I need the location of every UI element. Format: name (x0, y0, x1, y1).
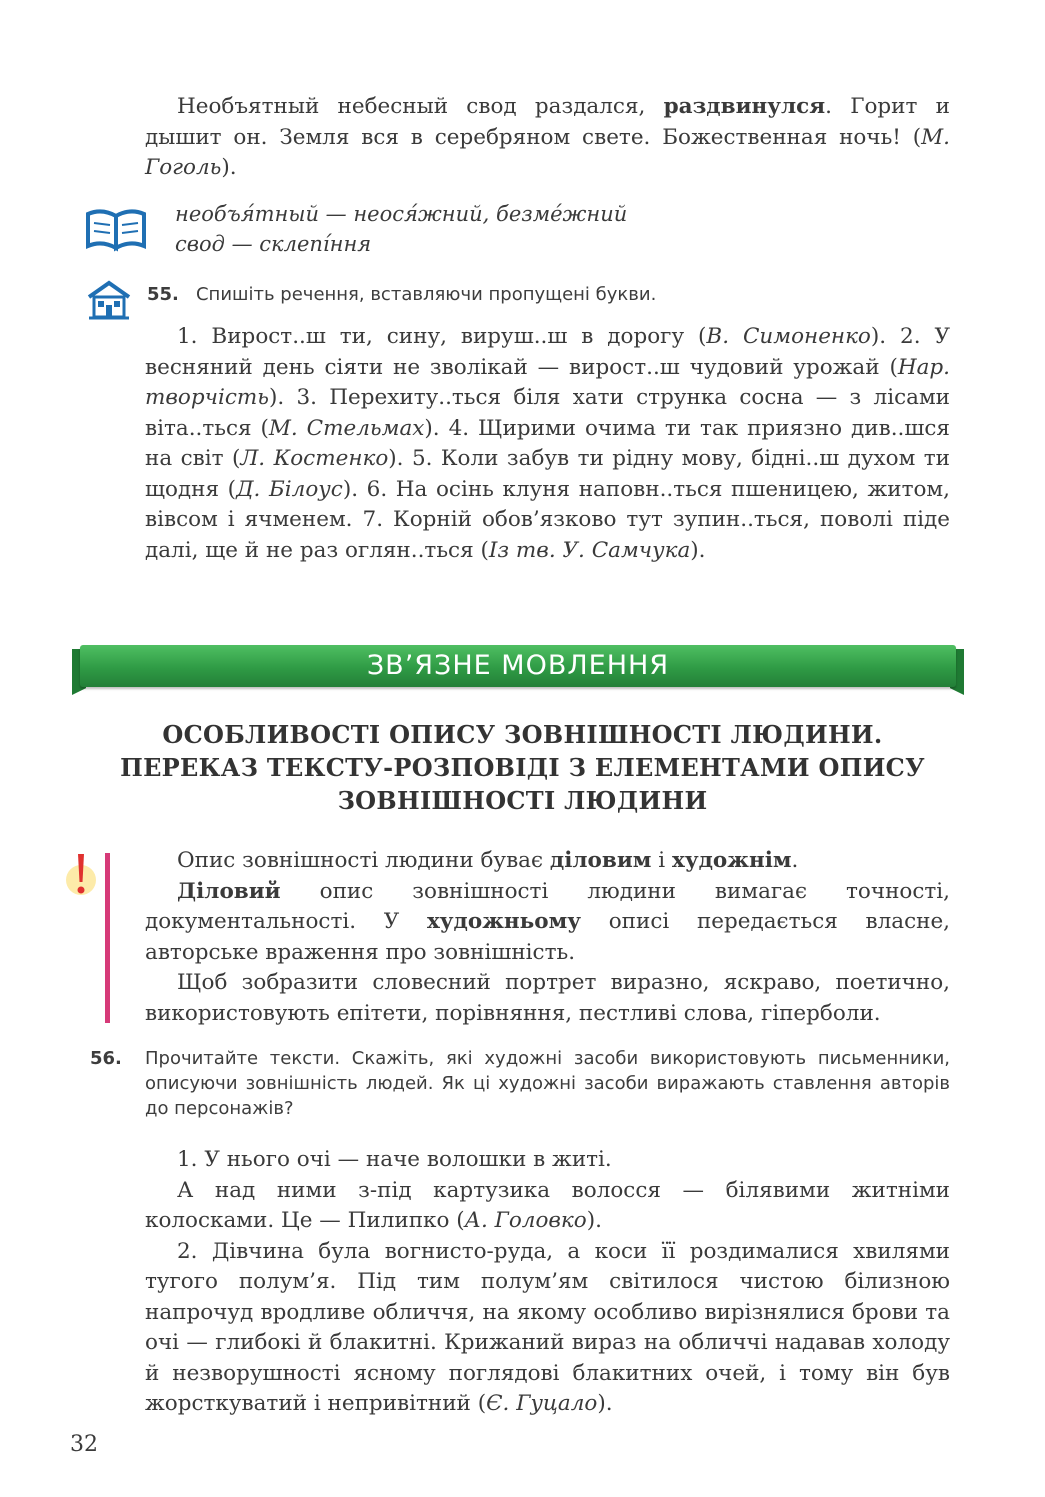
rule-bold: діловим (549, 848, 652, 873)
sentence-text: 7. Корній обов’язково тут зупин..ться, поволі піде далі, ще й не раз оглян..ться ( (145, 507, 950, 563)
task-number: 56. (90, 1048, 122, 1069)
rule-text: . (791, 848, 799, 873)
quote-text-2: . Горит и дышит он. Земля вся в серебряном свете. Божественная ночь! ( (145, 94, 950, 150)
task-number: 55. (147, 284, 179, 305)
rule-bar (105, 853, 110, 1023)
exercise-author: Є. Гуцало (486, 1391, 598, 1416)
lesson-heading (100, 718, 945, 817)
rule-bold: художнім (672, 848, 792, 873)
exercise-text: А над ними з-під картузика волосся — білявими житніми колосками. Це — Пилипко ( (145, 1177, 950, 1233)
quote-author: М. Гоголь (145, 124, 950, 180)
exercise-text: ). (597, 1391, 613, 1416)
rule-paragraph-2 (145, 877, 950, 969)
task-text: Прочитайте тексти. Скажіть, які художні засоби використовують письменники, описуючи зовнішність людей. Як ці художні засоби виражають ставлення авторів до персонажів? (145, 1048, 950, 1119)
sentence-end: ). (870, 324, 901, 349)
exercise-56 (145, 1145, 950, 1420)
exercise-author: А. Головко (464, 1208, 587, 1233)
heading-line-3: ЗОВНІШНОСТІ ЛЮДИНИ (337, 786, 708, 815)
sentence-end: ). (342, 476, 367, 502)
task-text: Спишіть речення, вставляючи пропущені букви. (195, 284, 657, 305)
exercise-text: ). (586, 1208, 602, 1233)
rule-text: і (651, 848, 672, 873)
sentence-text: 2. У весняний день сіяти не зволікай — вирост..ш чудовий урожай ( (145, 324, 950, 380)
quote-paragraph (145, 92, 950, 184)
top-quote (145, 92, 950, 184)
sentence-text: 5. Коли забув ти рідну мову, бідні..ш духом ти щодня ( (145, 446, 950, 502)
quote-end: ). (221, 155, 237, 180)
sentence-text: 4. Щирими очима ти так приязно див..шся на світ ( (145, 415, 950, 471)
vocab-line-2: свод — склепі́ння (175, 232, 372, 256)
exercise-55-text (145, 322, 950, 566)
exercise-text: 2. Дівчина була вогнисто-руда, а коси її роздималися хвилями тугого полум’я. Під тим полум’ям світилося чистою білизною напрочуд вродливе обличчя, на якому особливо вирізнялися брови та очі — глибокі й блакитні. Крижаний вираз на обличчі надавав холоду й незворушності ясному поглядові блакитних очей, і тому він був жорсткуватий і непривітний ( (145, 1238, 950, 1416)
vocabulary (175, 199, 875, 259)
rule-bold: Діловий (177, 878, 281, 904)
quote-text-1: Необъятный небесный свод раздался, (177, 94, 664, 119)
sentence-author: Л. Костенко (240, 446, 389, 471)
rule-box (145, 846, 950, 1029)
rule-bold: художньому (426, 909, 582, 934)
task-55 (147, 282, 947, 307)
sentence-end: ). (690, 537, 706, 563)
section-banner (72, 643, 964, 695)
quote-bold-word: раздвинулся (663, 94, 826, 119)
rule-text: опис зовнішності людини вимагає точності, документальності. У (145, 878, 950, 934)
rule-text: описі передається власне, авторське враження про зовнішність. (145, 909, 950, 965)
sentence-author: М. Стельмах (268, 415, 425, 441)
rule-paragraph-1 (145, 846, 950, 877)
book-icon (84, 206, 148, 252)
sentence-author: Нар. творчість (145, 354, 950, 410)
sentence-author: В. Симоненко (706, 324, 871, 349)
home-icon (85, 279, 133, 321)
heading-line-1: ОСОБЛИВОСТІ ОПИСУ ЗОВНІШНОСТІ ЛЮДИНИ. (162, 720, 883, 749)
sentence-text: 1. Вирост..ш ти, сину, вируш..ш в дорогу ( (177, 324, 707, 349)
page-number: 32 (70, 1432, 98, 1457)
sentence-author: Із тв. У. Самчука (488, 537, 691, 563)
sentence-text: 3. Перехиту..ться біля хати струнка сосна — з лісами віта..ться ( (145, 385, 950, 441)
rule-text: Опис зовнішності людини буває (177, 848, 550, 873)
exercise-56-line-1: 1. У нього очі — наче волошки в житі. (177, 1147, 612, 1172)
heading-line-2: ПЕРЕКАЗ ТЕКСТУ-РОЗПОВІДІ З ЕЛЕМЕНТАМИ ОПИСУ (120, 753, 925, 782)
sentence-end: ). (388, 446, 412, 471)
exercise-56-paragraph-1 (145, 1176, 950, 1237)
exercise-56-paragraph-2 (145, 1237, 950, 1420)
rule-paragraph-3: Щоб зобразити словесний портрет виразно, яскраво, поетично, використовують епітети, порівняння, пестливі слова, гіперболи. (145, 970, 950, 1026)
banner-title: ЗВ’ЯЗНЕ МОВЛЕННЯ (366, 650, 670, 681)
vocab-line-1: необъя́тный — неося́жний, безме́жний (175, 202, 628, 226)
sentence-author: Д. Білоус (236, 476, 343, 502)
exclamation-icon (64, 850, 98, 900)
sentence-end: ). (424, 415, 449, 441)
task-56 (90, 1046, 950, 1121)
sentence-text: 6. На осінь клуня наповн..ться пшеницею, житом, вівсом і ячменем. (145, 476, 950, 532)
exercise-55 (145, 322, 950, 566)
sentence-end: ). (269, 385, 297, 410)
